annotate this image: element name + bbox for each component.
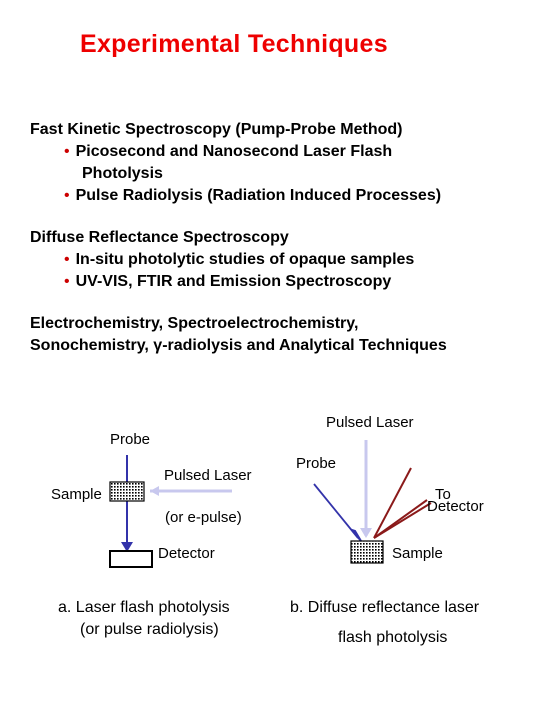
label-or-epulse: (or e-pulse)	[165, 509, 242, 526]
detector-box-a	[110, 551, 152, 567]
label-pulsed-laser-b: Pulsed Laser	[326, 414, 414, 431]
bullet-in-situ: • In-situ photolytic studies of opaque samples	[64, 251, 415, 268]
label-to: To	[435, 486, 451, 503]
bullet-dot: •	[64, 187, 70, 204]
label-detector-a: Detector	[158, 545, 215, 562]
bullet-pulse-radiolysis: • Pulse Radiolysis (Radiation Induced Processes)	[64, 187, 442, 204]
sample-cuvette-b	[351, 541, 383, 563]
label-pulsed-laser-a: Pulsed Laser	[164, 467, 252, 484]
caption-b-line1: b. Diffuse reflectance laser	[290, 599, 480, 616]
caption-a-line2: (or pulse radiolysis)	[80, 621, 219, 638]
bullet-continuation: Photolysis	[82, 165, 163, 182]
bullet-dot: •	[64, 143, 70, 160]
section-heading-diffuse: Diffuse Reflectance Spectroscopy	[30, 229, 289, 246]
label-probe-b: Probe	[296, 455, 337, 472]
label-detector-b: Detector	[427, 498, 484, 515]
laser-arrowhead-b	[360, 528, 372, 538]
laser-arrowhead-a	[150, 486, 159, 496]
section-heading-electrochem-line2: Sonochemistry, γ-radiolysis and Analytical Techniques	[30, 337, 447, 354]
caption-a-line1: a. Laser flash photolysis	[58, 599, 230, 616]
label-sample-a: Sample	[51, 486, 102, 503]
section-heading-electrochem-line1: Electrochemistry, Spectroelectrochemistry,	[30, 315, 359, 332]
sample-cuvette-a	[110, 482, 144, 501]
probe-arrowhead-b	[352, 530, 361, 541]
page-title: Experimental Techniques	[80, 30, 388, 58]
bullet-laser-flash: • Picosecond and Nanosecond Laser Flash	[64, 143, 393, 160]
caption-b-line2: flash photolysis	[338, 629, 448, 646]
bullet-uv-vis: • UV-VIS, FTIR and Emission Spectroscopy	[64, 273, 392, 290]
section-heading-fast-kinetic: Fast Kinetic Spectroscopy (Pump-Probe Method)	[30, 121, 403, 138]
bullet-dot: •	[64, 273, 70, 290]
label-sample-b: Sample	[392, 545, 443, 562]
bullet-dot: •	[64, 251, 70, 268]
label-probe-a: Probe	[110, 431, 151, 448]
